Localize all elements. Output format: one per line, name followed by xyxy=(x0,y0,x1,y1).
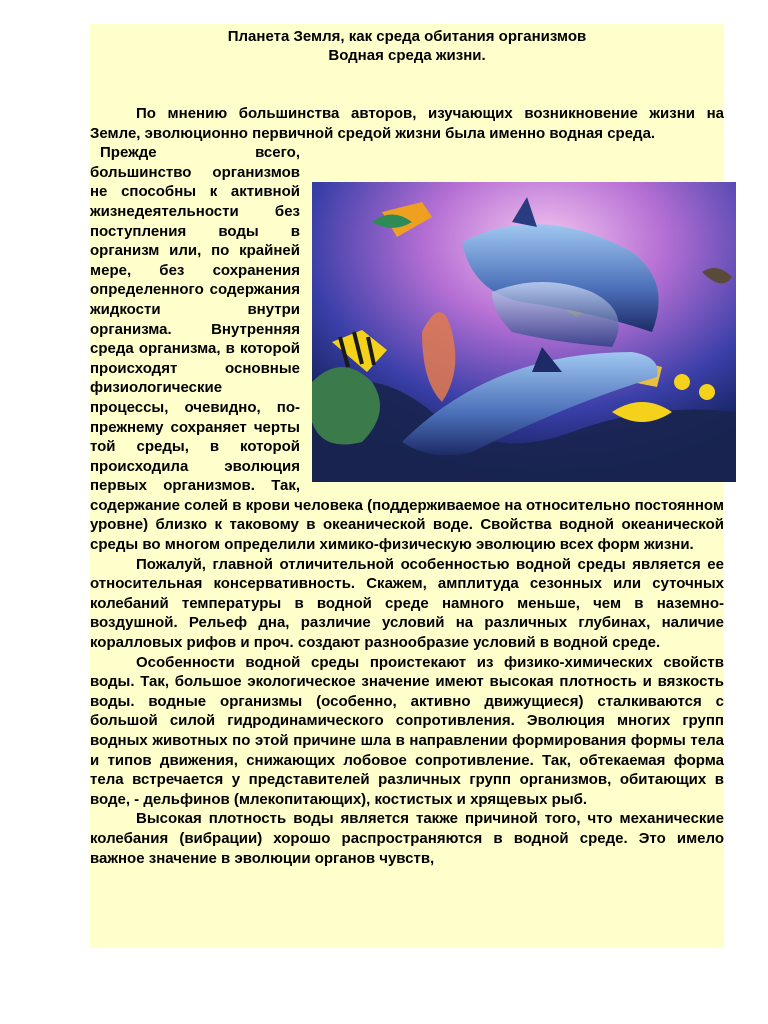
paragraph-1: По мнению большинства авторов, изучающих возникновение жизни на Земле, эволюционно первичной средой жизни была именно водная среда. xyxy=(90,105,724,142)
body-text xyxy=(90,104,724,868)
paragraph-3: Пожалуй, главной отличительной особенностью водной среды является ее относительная консервативность. Скажем, амплитуда сезонных или суточных колебаний температуры в водной среде намного меньше, чем в наземно-воздушной. Рельеф дна, различие условий на различных глубинах, наличие коралловых рифов и проч. создают разнообразие условий в водной среде. xyxy=(90,555,724,652)
paragraph-4: Особенности водной среды проистекают из физико-химических свойств воды. Так, большое экологическое значение имеют высокая плотность и вязкость воды. водные организмы (особенно, активно движущиеся) сталкиваются с большой силой гидродинамического сопротивления. Эволюция многих групп водных животных по этой причине шла в направлении формирования формы тела и типов движения, снижающих лобовое сопротивление. Так, обтекаемая форма тела встречается у представителей различных групп организмов, обитающих в воде, - дельфинов (млекопитающих), костистых и хрящевых рыб. xyxy=(90,653,724,808)
document-page xyxy=(90,24,724,948)
page-subtitle: Водная среда жизни. xyxy=(328,47,486,64)
dolphins-icon xyxy=(312,182,736,482)
paragraph-2: Прежде всего, большинство организмов не способны к активной жизнедеятельности без поступления воды в организм или, по крайней мере, без сохранения определенного содержания жидкости внутри организма. Внутренняя среда организма, в которой происходят основные физиологические процессы, очевидно, по-прежнему сохраняет черты той среды, в которой происходила эволюция первых организмов. Так, содержание солей в крови человека (поддерживаемое на относительно постоянном уровне) близко к таковому в океанической воде. Свойства водной океанической среды во многом определили химико-физическую эволюцию всех форм жизни. xyxy=(90,144,724,554)
title-block xyxy=(90,27,724,65)
paragraph-5: Высокая плотность воды является также причиной того, что механические колебания (вибрации) хорошо распространяются в водной среде. Это имело важное значение в эволюции органов чувств, xyxy=(90,810,724,867)
dolphins-illustration xyxy=(312,182,736,482)
page-title: Планета Земля, как среда обитания организмов xyxy=(227,28,587,45)
